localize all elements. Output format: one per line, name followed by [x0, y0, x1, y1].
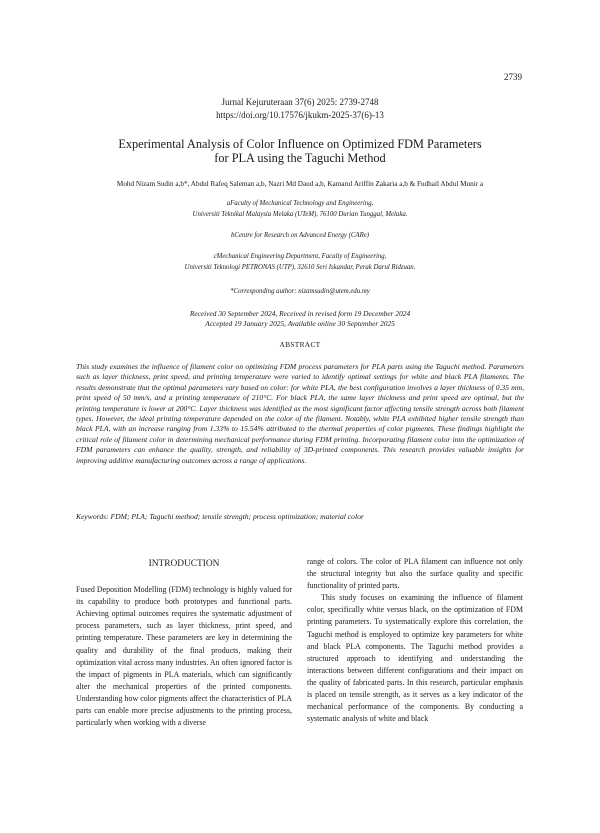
keywords: Keywords: FDM; PLA; Taguchi method; tensile strength; process optimization; material color: [76, 512, 364, 521]
journal-header: [0, 96, 600, 121]
corresponding-author: *Corresponding author: nizamsudin@utem.edu.my: [230, 288, 370, 295]
affiliation-a: [60, 199, 540, 220]
intro-paragraph-1-cont: range of colors. The color of PLA filament can influence not only the structural integrity but also the surface quality and specific functionality of printed parts.: [307, 557, 523, 591]
abstract-text: This study examines the influence of filament color on optimizing FDM process parameters for PLA parts using the Taguchi method. Parameters such as layer thickness, print speed, and printing temperature were varied to identify optimal settings for white and black PLA filaments. The results demonstrate that the optimal parameters vary based on color: for white PLA, the best configuration involves a layer thickness of 0.35 mm, print speed of 50 mm/s, and a printing temperature of 210°C. For black PLA, the same layer thickness and print speed are optimal, but the printing temperature is lower at 200°C. Layer thickness was identified as the most significant factor affecting tensile strength across both filament types. However, the ideal printing temperature depended on the color of the filament. Notably, white PLA exhibited higher tensile strength than black PLA, with an increase ranging from 1.33% to 15.54% attributed to the thermal properties of color pigments. These findings highlight the critical role of filament color in determining mechanical performance during FDM printing. Incorporating filament color into the optimization of FDM parameters can enhance the quality, strength, and reliability of 3D-printed components. This research provides valuable insights for improving additive manufacturing outcomes across a range of applications.: [76, 362, 524, 465]
affiliation-a-line-1: aFaculty of Mechanical Technology and Engineering,: [226, 200, 374, 207]
intro-paragraph-1: Fused Deposition Modelling (FDM) technology is highly valued for its capability to produce both prototypes and functional parts. Achieving optimal outcomes requires the systematic adjustment of process parameters, such as layer thickness, print speed, and printing temperature. These parameters are key in determining the quality and durability of the final products, making their optimization vital across many industries. An often ignored factor is the impact of pigments in PLA materials, which can significantly alter the mechanical properties of the printed components. Understanding how color pigments affect the characteristics of PLA parts can enable more precise adjustments to the printing process, particularly when working with a diverse: [76, 585, 292, 728]
affiliation-b: bCentre for Research on Advanced Energy (CARe): [230, 232, 370, 239]
affiliation-c: [60, 252, 540, 273]
affiliation-a-line-2: Universiti Teknikal Malaysia Melaka (UTeM), 76100 Durian Tunggal, Melaka.: [192, 210, 408, 218]
dates-line-1: Received 30 September 2024, Received in revised form 19 December 2024: [189, 309, 411, 318]
article-dates: [60, 309, 540, 329]
intro-paragraph-2: This study focuses on examining the influence of filament color, specifically white versus black, on the optimization of FDM printing parameters. To systematically explore this correlation, the Taguchi method is employed to optimize key parameters for white and black PLA components. The Taguchi method provides a structured approach to identifying and understanding the interactions between different configurations and their impact on the quality of fabricated parts. In this research, particular emphasis is placed on tensile strength, as it serves as a key indicator of the mechanical performance of the components. By conducting a systematic analysis of white and black: [307, 593, 523, 724]
paper-title-line-2: for PLA using the Taguchi Method: [214, 150, 386, 165]
body-column-left: [76, 556, 292, 729]
affiliation-c-line-1: cMechanical Engineering Department, Faculty of Engineering,: [213, 253, 387, 260]
introduction-heading: INTRODUCTION: [148, 559, 220, 569]
dates-line-2: Accepted 19 January 2025, Available online 30 September 2025: [205, 319, 395, 328]
body-column-right: [307, 556, 523, 725]
affiliation-c-line-2: Universiti Teknologi PETRONAS (UTP), 32610 Seri Iskandar, Perak Darul Ridzuan.: [184, 263, 416, 271]
journal-doi[interactable]: https://doi.org/10.17576/jkukm-2025-37(6)-13: [216, 109, 384, 120]
author-list: Mohd Nizam Sudin a,b*, Abdul Rafeq Saleman a,b, Nazri Md Daud a,b, Kamarul Ariffin Zakaria a,b & Fudhail Abdul Munir a: [116, 180, 484, 188]
journal-citation: Jurnal Kejuruteraan 37(6) 2025: 2739-2748: [221, 97, 379, 107]
paper-title: [60, 138, 540, 165]
abstract-heading: ABSTRACT: [279, 340, 321, 349]
page-number: 2739: [504, 72, 522, 82]
paper-title-line-1: Experimental Analysis of Color Influence on Optimized FDM Parameters: [118, 137, 482, 151]
